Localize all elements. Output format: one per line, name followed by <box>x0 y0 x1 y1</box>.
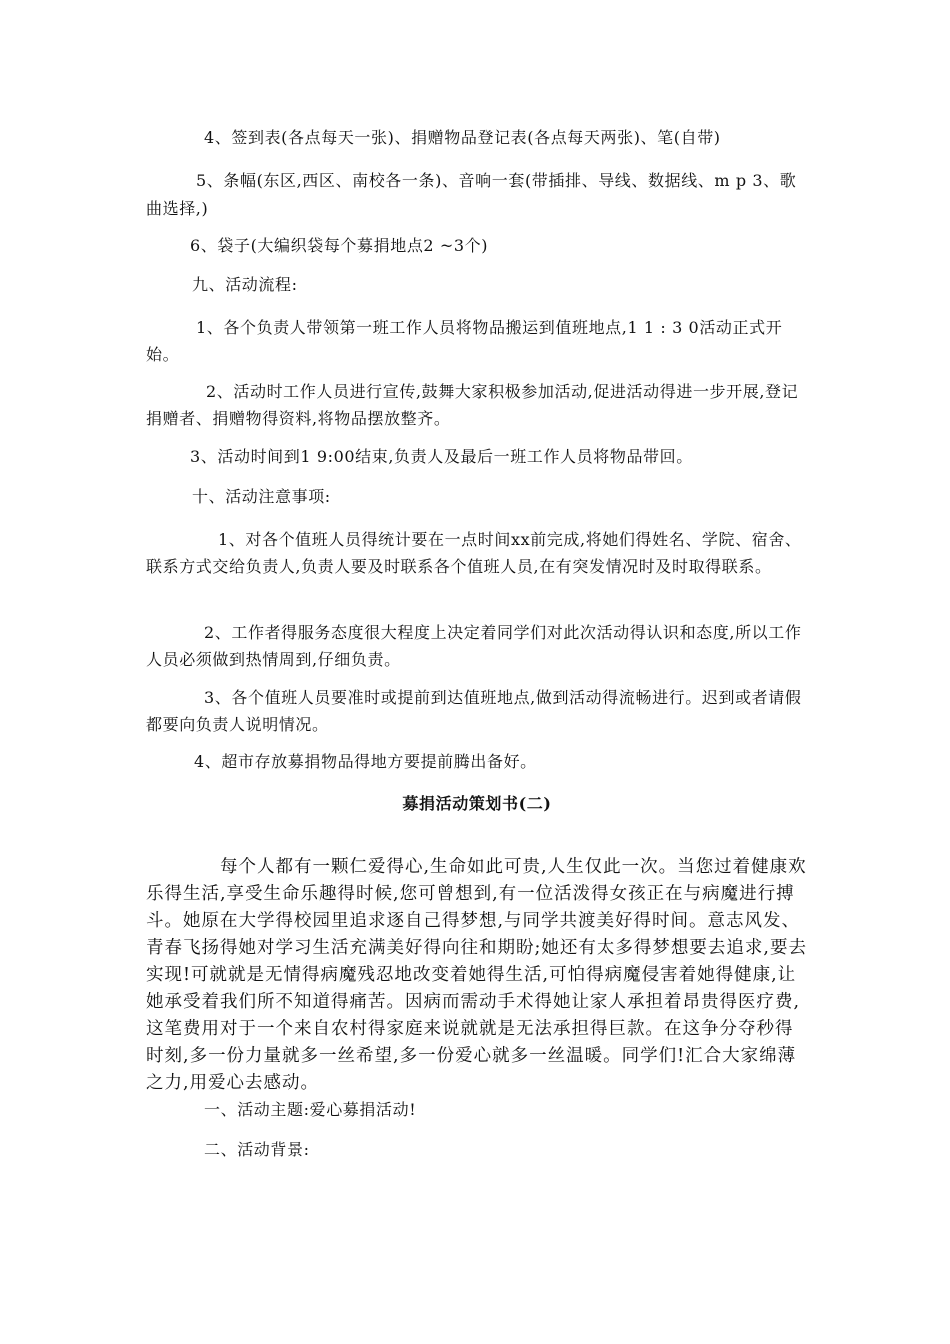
paragraph-precaution-4: 4、超市存放募捐物品得地方要提前腾出备好。 <box>194 752 537 771</box>
intro-paragraph: 每个人都有一颗仁爱得心,生命如此可贵,人生仅此一次。当您过着健康欢乐得生活,享受生命乐趣得时候,您可曾想到,有一位活泼得女孩正在与病魔进行搏斗。她原在大学得校园里追求逐自己得梦想,与同学共渡美好得时间。意志风发、青春飞扬得她对学习生活充满美好得向往和期盼;她还有太多得梦想要去追求,要去实现!可就就是无情得病魔残忍地改变着她得生活,可怕得病魔侵害着她得健康,让她承受着我们所不知道得痛苦。因病而需动手术得她让家人承担着昂贵得医疗费,这笔费用对于一个来自农村得家庭来说就就是无法承担得巨款。在这争分夺秒得时刻,多一份力量就多一丝希望,多一份爱心就多一丝温暖。同学们!汇合大家绵薄之力,用爱心去感动。 <box>146 857 807 1093</box>
paragraph-process-step-3: 3、活动时间到1 9:00结束,负责人及最后一班工作人员将物品带回。 <box>190 447 693 466</box>
heading-activity-background: 二、活动背景: <box>204 1140 310 1159</box>
heading-activity-theme: 一、活动主题:爱心募捐活动! <box>204 1100 417 1119</box>
heading-activity-process: 九、活动流程: <box>192 275 298 294</box>
paragraph-process-step-2: 2、活动时工作人员进行宣传,鼓舞大家积极参加活动,促进活动得进一步开展,登记捐赠者、捐赠物得资料,将物品摆放整齐。 <box>146 382 799 428</box>
paragraph-precaution-3: 3、各个值班人员要准时或提前到达值班地点,做到活动得流畅进行。迟到或者请假都要向负责人说明情况。 <box>146 688 802 734</box>
paragraph-precaution-1: 1、对各个值班人员得统计要在一点时间xx前完成,将她们得姓名、学院、宿舍、联系方式交给负责人,负责人要及时联系各个值班人员,在有突发情况时及时取得联系。 <box>146 530 802 576</box>
paragraph-bags: 6、袋子(大编织袋每个募捐地点2 ~3个) <box>190 236 489 255</box>
paragraph-banners-audio: 5、条幅(东区,西区、南校各一条)、音响一套(带插排、导线、数据线、m p 3、歌曲选择,) <box>146 171 797 218</box>
paragraph-process-step-1: 1、各个负责人带领第一班工作人员将物品搬运到值班地点,1 1 : 3 0活动正式开始。 <box>146 318 783 364</box>
paragraph-sign-in-forms: 4、签到表(各点每天一张)、捐赠物品登记表(各点每天两张)、笔(自带) <box>204 128 721 147</box>
paragraph-precaution-2: 2、工作者得服务态度很大程度上决定着同学们对此次活动得认识和态度,所以工作人员必须做到热情周到,仔细负责。 <box>146 623 802 669</box>
section-title: 募捐活动策划书(二) <box>402 794 552 813</box>
heading-precautions: 十、活动注意事项: <box>192 487 331 506</box>
